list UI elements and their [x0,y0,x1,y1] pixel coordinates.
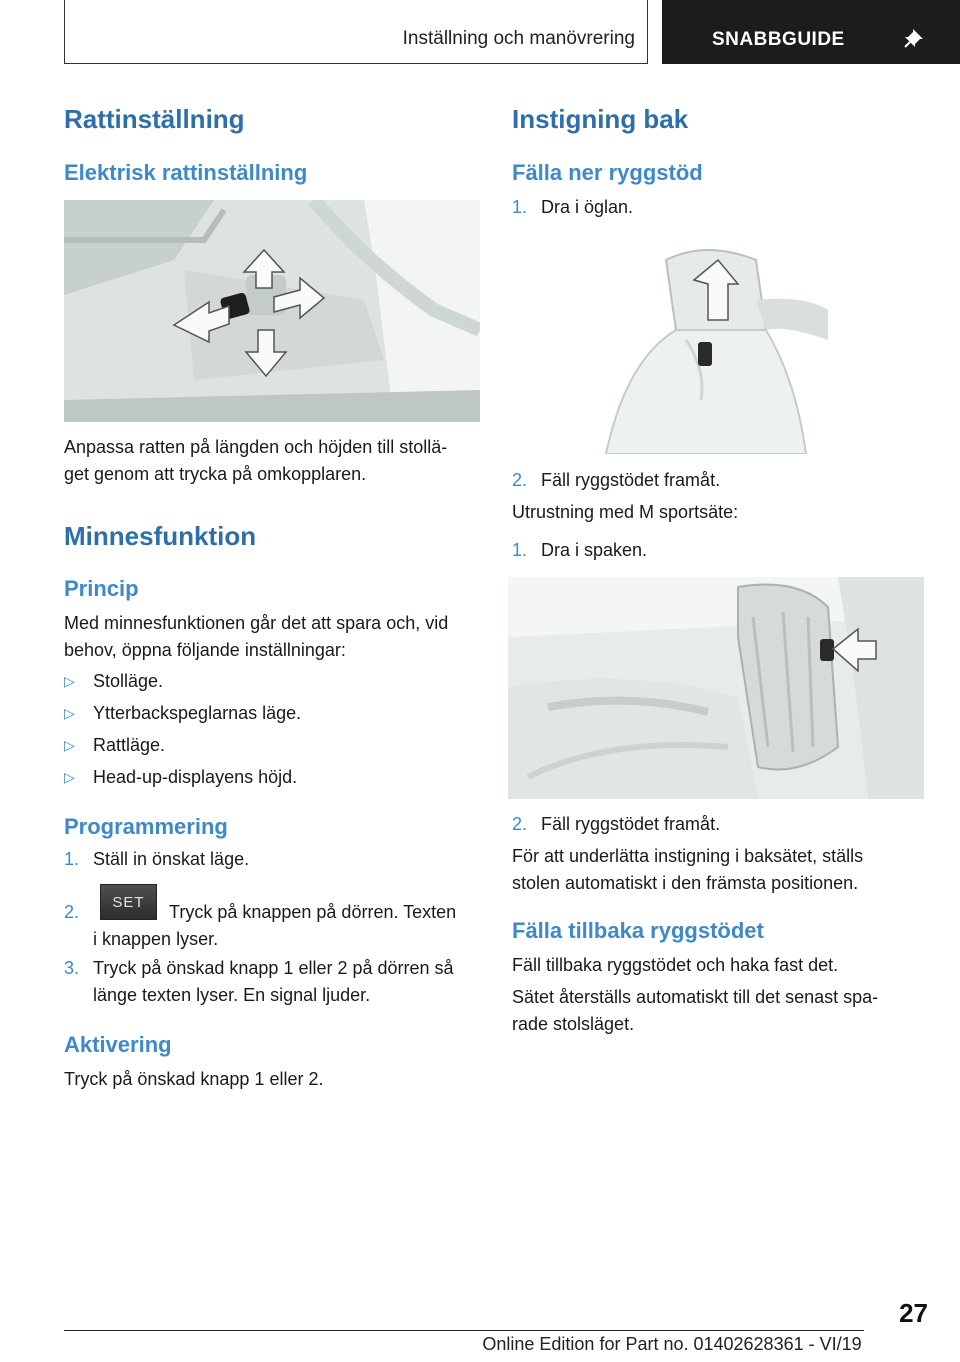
seat-reset-description: Sätet återställs automatiskt till det senast spa- rade stolsläget. [512,987,879,1034]
tab-label: SNABBGUIDE [712,29,845,50]
heading-rear-entry: Instigning bak [512,104,689,134]
edition-info: Online Edition for Part no. 01402628361 - VI/19 [482,1334,862,1354]
bullet-triangle-icon: ▷ [64,769,75,785]
bullet-triangle-icon: ▷ [64,705,75,721]
heading-programming: Programmering [64,814,228,839]
section-title: Inställning och manövrering [402,28,635,49]
fold-back-instruction: Fäll tillbaka ryggstödet och haka fast det. [512,955,839,975]
steering-adjust-illustration [64,200,480,422]
quick-guide-tab[interactable] [662,0,960,64]
page-number: 27 [899,1298,928,1328]
bullet-triangle-icon: ▷ [64,737,75,753]
pin-icon [904,28,924,53]
programming-step-text: i knappen lyser. [93,929,219,949]
heading-steering-adjustment: Rattinställning [64,104,245,134]
m-sport-seat-intro: Utrustning med M sportsäte: [512,502,739,522]
seat-loop-illustration [566,240,828,454]
heading-memory-function: Minnesfunktion [64,521,257,551]
heading-electric-steering: Elektrisk rattinställning [64,160,308,185]
steering-description: Anpassa ratten på längden och höjden till stollä- get genom att trycka på omkopplaren. [64,437,448,484]
heading-fold-back-backrest: Fälla tillbaka ryggstödet [512,918,764,943]
bullet-triangle-icon: ▷ [64,673,75,689]
activation-description: Tryck på önskad knapp 1 eller 2. [64,1069,324,1089]
header-section-box [64,0,648,64]
set-button-icon: SET [100,884,157,920]
principle-description: Med minnesfunktionen går det att spara och, vid behov, öppna följande inställningar: [64,613,449,660]
ease-entry-description: För att underlätta instigning i baksätet, ställs stolen automatiskt i den främsta positionen. [512,846,864,893]
programming-step-text: länge texten lyser. En signal ljuder. [93,985,371,1005]
heading-principle: Princip [64,576,139,601]
heading-activation: Aktivering [64,1032,172,1057]
footer-divider [64,1330,864,1331]
heading-fold-backrest: Fälla ner ryggstöd [512,160,703,185]
programming-step-text: Tryck på knappen på dörren. Texten [169,902,457,922]
sport-seat-lever-illustration [508,577,924,799]
